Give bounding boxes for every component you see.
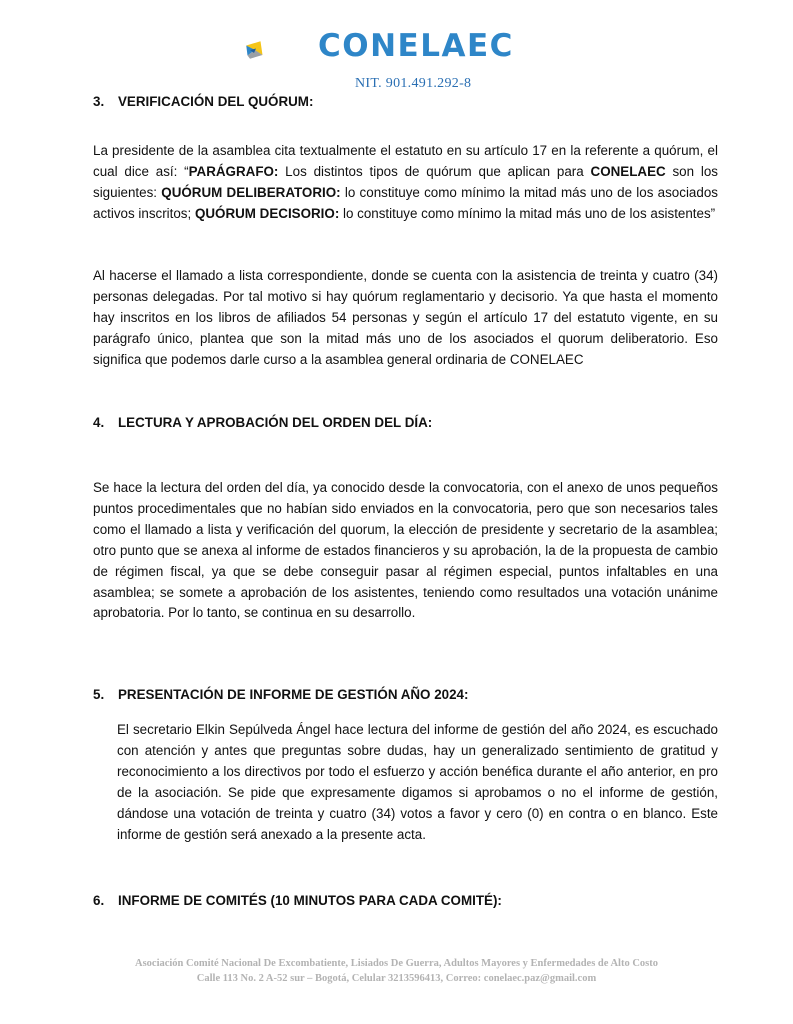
bold-run: QUÓRUM DELIBERATORIO:	[161, 184, 341, 200]
section-4-paragraph-1: Se hace la lectura del orden del día, ya conocido desde la convocatoria, con el anexo de unos pequeños puntos procedimentales que no habían sido enviados en la convocatoria, pero que son necesarios tales como el llamado a lista y verificación del quorum, la elección de presidente y secretario de la asamblea; otro punto que se anexa al informe de estados financieros y su aprobación, la de la propuesta de cambio de régimen fiscal, ya que se debe conseguir pasar al régimen especial, puntos infaltables en una asamblea; se somete a aprobación de los asistentes, teniendo como resultados una votación unánime aprobatoria. Por lo tanto, se continua en su desarrollo.	[93, 480, 718, 621]
text-run: Los distintos tipos de quórum que aplican para	[278, 163, 591, 179]
bold-run: QUÓRUM DECISORIO:	[194, 205, 340, 221]
section-number: 3.	[93, 94, 105, 109]
section-number: 4.	[93, 415, 105, 430]
text-run: lo constituye como mínimo la mitad más uno de los asociados activos inscritos;	[93, 184, 718, 221]
brand-name: CONELAEC	[318, 28, 514, 64]
section-3-heading	[93, 94, 313, 109]
section-5-paragraph-1: El secretario Elkin Sepúlveda Ángel hace lectura del informe de gestión del año 2024, es escuchado con atención y antes que preguntas sobre dudas, hay un generalizado sentimiento de gratitud y reconocimiento a los directivos por todo el esfuerzo y acción benéfica durante el año anterior, en pro de la asociación. Se pide que expresamente digamos si aprobamos o no el informe de gestión, dándose una votación de treinta y cuatro (34) votos a favor y cero (0) en contra o en blanco. Este informe de gestión será anexado a la presente acta.	[117, 722, 718, 842]
logo-mark	[245, 10, 320, 90]
text-run: son los siguientes:	[93, 163, 718, 200]
text-run: lo constituye como mínimo la mitad más uno de los asistentes”	[339, 205, 716, 221]
section-4-heading	[93, 415, 432, 430]
section-6-heading	[93, 893, 502, 908]
bold-run: CONELAEC	[590, 163, 666, 179]
text-run: La presidente de la asamblea cita textualmente el estatuto en su artículo 17 en la referente a quórum, el cual dice así: “	[93, 143, 718, 179]
section-3-paragraph-2: Al hacerse el llamado a lista correspondiente, donde se cuenta con la asistencia de treinta y cuatro (34) personas delegadas. Por tal motivo si hay quórum reglamentario y decisorio. Ya que hasta el momento hay inscritos en los libros de afiliados 54 personas y según el artículo 17 del estatuto vigente, en su parágrafo único, plantea que son la mitad más uno de los asociados el quorum deliberatorio. Eso significa que podemos darle curso a la asamblea general ordinaria de CONELAEC	[93, 268, 718, 367]
section-number: 5.	[93, 687, 105, 702]
section-title: LECTURA Y APROBACIÓN DEL ORDEN DEL DÍA:	[118, 415, 433, 430]
bold-run: PARÁGRAFO:	[188, 163, 279, 179]
section-title: INFORME DE COMITÉS (10 MINUTOS PARA CADA COMITÉ):	[118, 893, 502, 908]
footer-association-name: Asociación Comité Nacional De Excombatiente, Lisiados De Guerra, Adultos Mayores y Enfermedades de Alto Costo	[134, 958, 659, 969]
nit-number: NIT. 901.491.292-8	[355, 76, 472, 91]
footer-contact-info: Calle 113 No. 2 A-52 sur – Bogotá, Celular 3213596413, Correo: conelaec.paz@gmail.com	[196, 973, 597, 984]
section-title: PRESENTACIÓN DE INFORME DE GESTIÓN AÑO 2024:	[118, 687, 469, 702]
section-5-heading	[93, 687, 468, 702]
section-3-paragraph-1	[93, 141, 718, 225]
section-number: 6.	[93, 893, 105, 908]
section-title: VERIFICACIÓN DEL QUÓRUM:	[118, 94, 314, 109]
